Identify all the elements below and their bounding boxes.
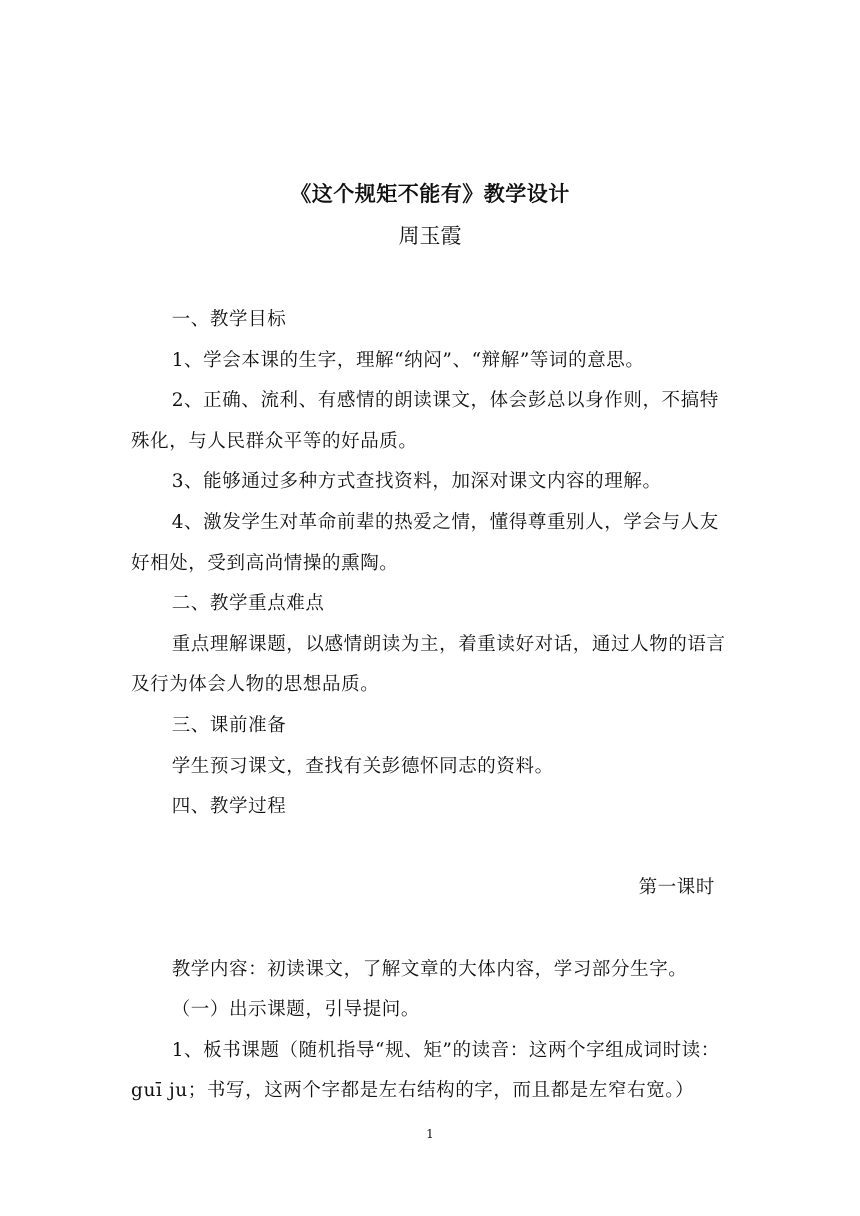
goal-item-3: 3、能够通过多种方式查找资料，加深对课文内容的理解。 xyxy=(171,471,662,493)
section-heading-preparation: 三、课前准备 xyxy=(171,714,287,736)
blank-line xyxy=(131,828,731,869)
page-number: 1 xyxy=(426,1127,434,1141)
goal-item-4: 4、激发学生对革命前辈的热爱之情，懂得尊重别人，学会与人友好相处，受到高尚情操的熏陶。 xyxy=(131,511,719,574)
document-title: 《这个规矩不能有》教学设计 xyxy=(290,181,570,206)
document-author: 周玉霞 xyxy=(398,224,462,248)
lesson-label: 第一课时 xyxy=(638,877,715,899)
key-points-text: 重点理解课题，以感情朗读为主，着重读好对话，通过人物的语言及行为体会人物的思想品质。 xyxy=(131,633,726,696)
preparation-text: 学生预习课文，查找有关彭德怀同志的资料。 xyxy=(171,755,554,777)
goal-item-2: 2、正确、流利、有感情的朗读课文，体会彭总以身作则，不搞特殊化，与人民群众平等的好品质。 xyxy=(131,390,719,452)
document-body xyxy=(131,300,731,1112)
step-heading-1: （一）出示课题，引导提问。 xyxy=(171,999,420,1021)
goal-item-1: 1、学会本课的生字，理解“纳闷”、“辩解”等词的意思。 xyxy=(171,349,645,371)
section-heading-key-points: 二、教学重点难点 xyxy=(171,593,325,615)
teaching-content: 教学内容：初读课文，了解文章的大体内容，学习部分生字。 xyxy=(171,958,688,980)
section-heading-goals: 一、教学目标 xyxy=(171,309,287,330)
section-heading-process: 四、教学过程 xyxy=(171,796,287,818)
blank-line xyxy=(131,909,731,950)
step-item-1: 1、板书课题（随机指导“规、矩”的读音：这两个字组成词时读：guī ju；书写，这两个字都是左右结构的字，而且都是左窄右宽。） xyxy=(131,1039,720,1102)
